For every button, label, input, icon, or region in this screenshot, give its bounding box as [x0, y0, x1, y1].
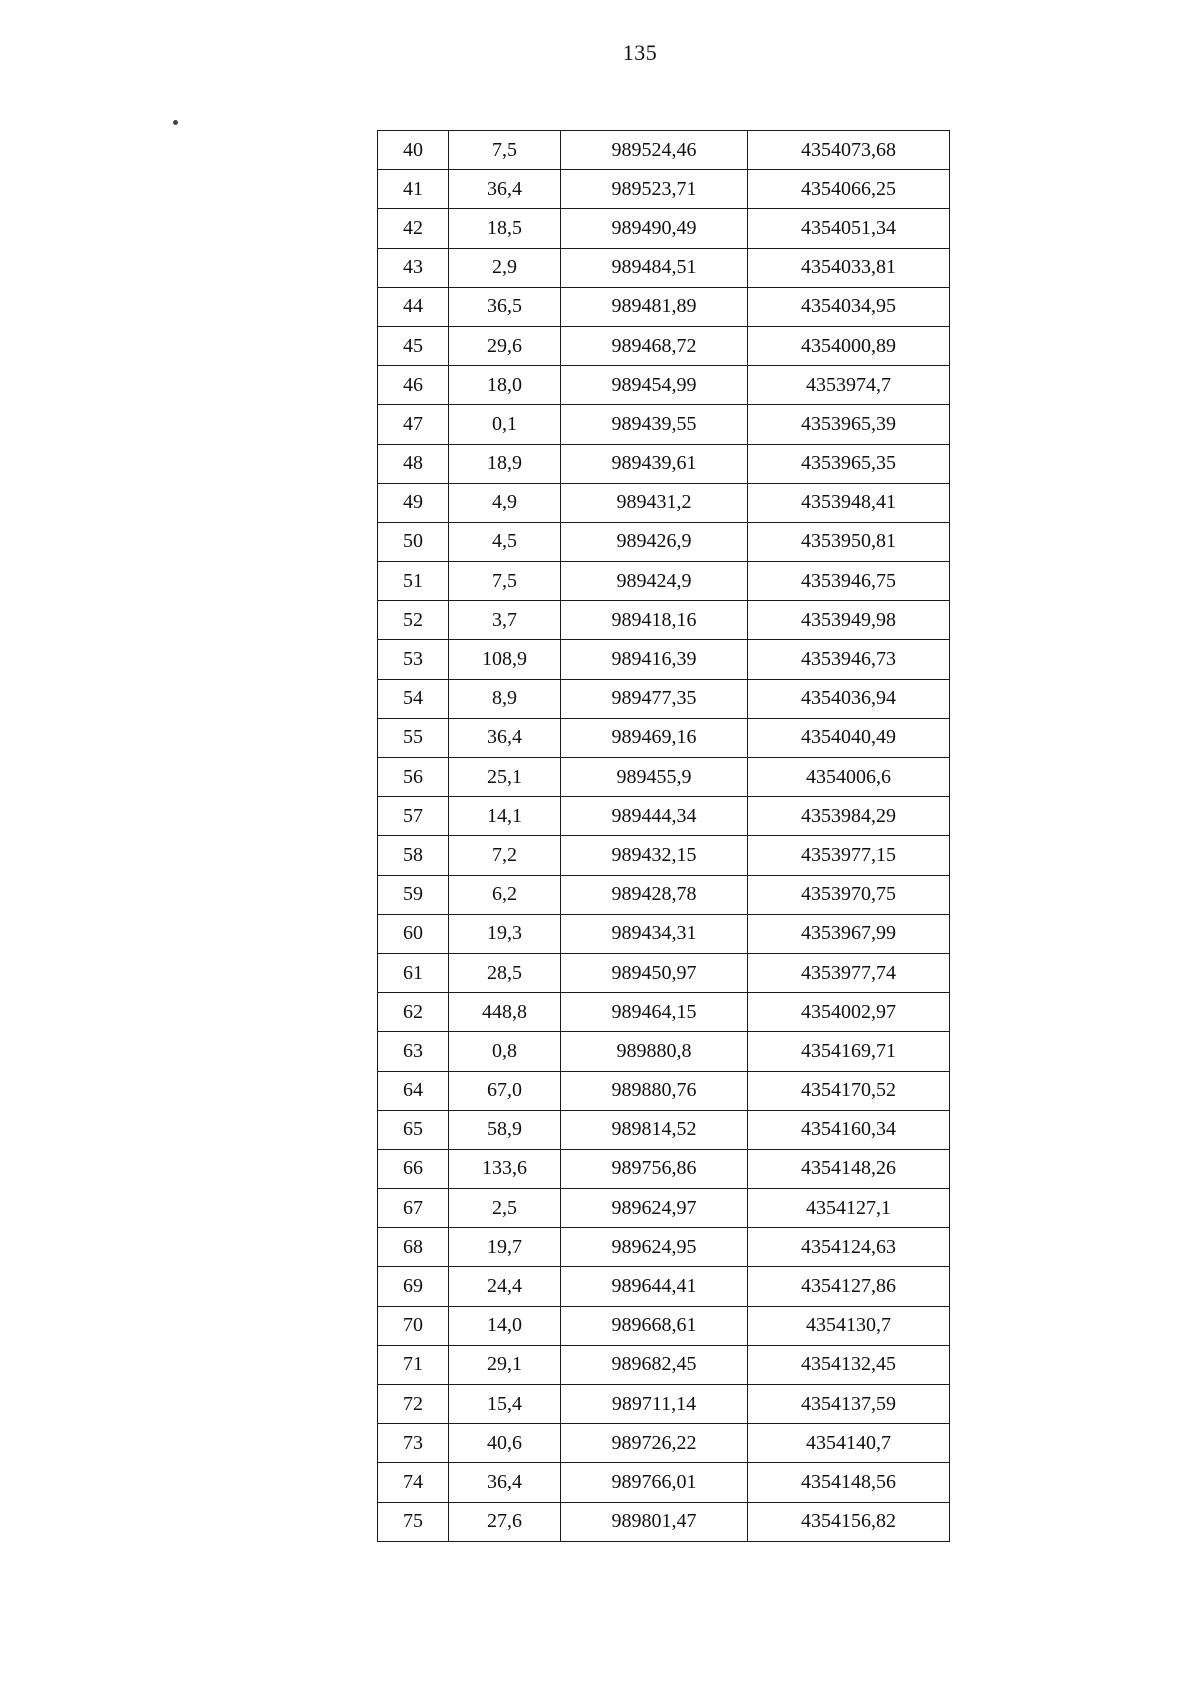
- table-row: [378, 287, 950, 326]
- point-number-cell: 49: [378, 483, 449, 522]
- table-row: [378, 483, 950, 522]
- point-number-cell: 41: [378, 170, 449, 209]
- distance-cell: 2,9: [449, 248, 561, 287]
- x-coordinate-cell: 989880,76: [561, 1071, 748, 1110]
- scan-speck: [173, 120, 178, 125]
- distance-cell: 18,0: [449, 366, 561, 405]
- y-coordinate-cell: 4354002,97: [748, 993, 950, 1032]
- distance-cell: 0,1: [449, 405, 561, 444]
- point-number-cell: 70: [378, 1306, 449, 1345]
- point-number-cell: 55: [378, 718, 449, 757]
- distance-cell: 18,9: [449, 444, 561, 483]
- y-coordinate-cell: 4353948,41: [748, 483, 950, 522]
- y-coordinate-cell: 4353949,98: [748, 601, 950, 640]
- y-coordinate-cell: 4354006,6: [748, 758, 950, 797]
- y-coordinate-cell: 4354124,63: [748, 1228, 950, 1267]
- distance-cell: 36,4: [449, 170, 561, 209]
- table-row: [378, 1463, 950, 1502]
- y-coordinate-cell: 4354170,52: [748, 1071, 950, 1110]
- page-number: 135: [622, 40, 658, 65]
- distance-cell: 4,9: [449, 483, 561, 522]
- distance-cell: 25,1: [449, 758, 561, 797]
- table-row: [378, 679, 950, 718]
- table-row: [378, 836, 950, 875]
- distance-cell: 2,5: [449, 1189, 561, 1228]
- table-row: [378, 326, 950, 365]
- distance-cell: 448,8: [449, 993, 561, 1032]
- point-number-cell: 53: [378, 640, 449, 679]
- y-coordinate-cell: 4353965,39: [748, 405, 950, 444]
- table-row: [378, 1032, 950, 1071]
- table-row: [378, 248, 950, 287]
- y-coordinate-cell: 4354033,81: [748, 248, 950, 287]
- y-coordinate-cell: 4354127,86: [748, 1267, 950, 1306]
- distance-cell: 28,5: [449, 953, 561, 992]
- y-coordinate-cell: 4354036,94: [748, 679, 950, 718]
- x-coordinate-cell: 989424,9: [561, 562, 748, 601]
- x-coordinate-cell: 989468,72: [561, 326, 748, 365]
- x-coordinate-cell: 989426,9: [561, 522, 748, 561]
- point-number-cell: 64: [378, 1071, 449, 1110]
- y-coordinate-cell: 4353965,35: [748, 444, 950, 483]
- x-coordinate-cell: 989814,52: [561, 1110, 748, 1149]
- x-coordinate-cell: 989439,55: [561, 405, 748, 444]
- x-coordinate-cell: 989624,95: [561, 1228, 748, 1267]
- point-number-cell: 59: [378, 875, 449, 914]
- distance-cell: 24,4: [449, 1267, 561, 1306]
- y-coordinate-cell: 4354073,68: [748, 131, 950, 170]
- point-number-cell: 68: [378, 1228, 449, 1267]
- table-row: [378, 1110, 950, 1149]
- point-number-cell: 48: [378, 444, 449, 483]
- table-row: [378, 601, 950, 640]
- table-body: [378, 131, 950, 1542]
- distance-cell: 15,4: [449, 1385, 561, 1424]
- x-coordinate-cell: 989428,78: [561, 875, 748, 914]
- x-coordinate-cell: 989455,9: [561, 758, 748, 797]
- distance-cell: 67,0: [449, 1071, 561, 1110]
- distance-cell: 0,8: [449, 1032, 561, 1071]
- table-row: [378, 522, 950, 561]
- x-coordinate-cell: 989523,71: [561, 170, 748, 209]
- distance-cell: 40,6: [449, 1424, 561, 1463]
- distance-cell: 7,5: [449, 562, 561, 601]
- distance-cell: 14,0: [449, 1306, 561, 1345]
- x-coordinate-cell: 989484,51: [561, 248, 748, 287]
- x-coordinate-cell: 989434,31: [561, 914, 748, 953]
- point-number-cell: 73: [378, 1424, 449, 1463]
- table-row: [378, 1306, 950, 1345]
- y-coordinate-cell: 4354130,7: [748, 1306, 950, 1345]
- x-coordinate-cell: 989490,49: [561, 209, 748, 248]
- distance-cell: 7,5: [449, 131, 561, 170]
- x-coordinate-cell: 989756,86: [561, 1149, 748, 1188]
- point-number-cell: 63: [378, 1032, 449, 1071]
- table-row: [378, 562, 950, 601]
- point-number-cell: 44: [378, 287, 449, 326]
- y-coordinate-cell: 4353946,73: [748, 640, 950, 679]
- table-row: [378, 993, 950, 1032]
- x-coordinate-cell: 989444,34: [561, 797, 748, 836]
- table-row: [378, 1345, 950, 1384]
- distance-cell: 8,9: [449, 679, 561, 718]
- table-row: [378, 405, 950, 444]
- y-coordinate-cell: 4354034,95: [748, 287, 950, 326]
- table-row: [378, 1385, 950, 1424]
- coordinates-table: [377, 130, 950, 1542]
- point-number-cell: 75: [378, 1502, 449, 1541]
- y-coordinate-cell: 4354160,34: [748, 1110, 950, 1149]
- point-number-cell: 50: [378, 522, 449, 561]
- point-number-cell: 51: [378, 562, 449, 601]
- y-coordinate-cell: 4354137,59: [748, 1385, 950, 1424]
- y-coordinate-cell: 4353977,74: [748, 953, 950, 992]
- x-coordinate-cell: 989418,16: [561, 601, 748, 640]
- y-coordinate-cell: 4354066,25: [748, 170, 950, 209]
- x-coordinate-cell: 989524,46: [561, 131, 748, 170]
- y-coordinate-cell: 4354040,49: [748, 718, 950, 757]
- point-number-cell: 56: [378, 758, 449, 797]
- point-number-cell: 57: [378, 797, 449, 836]
- distance-cell: 36,5: [449, 287, 561, 326]
- table-row: [378, 640, 950, 679]
- x-coordinate-cell: 989668,61: [561, 1306, 748, 1345]
- y-coordinate-cell: 4354148,56: [748, 1463, 950, 1502]
- y-coordinate-cell: 4354140,7: [748, 1424, 950, 1463]
- point-number-cell: 46: [378, 366, 449, 405]
- point-number-cell: 65: [378, 1110, 449, 1149]
- y-coordinate-cell: 4354169,71: [748, 1032, 950, 1071]
- distance-cell: 19,7: [449, 1228, 561, 1267]
- point-number-cell: 54: [378, 679, 449, 718]
- x-coordinate-cell: 989624,97: [561, 1189, 748, 1228]
- table-row: [378, 444, 950, 483]
- point-number-cell: 61: [378, 953, 449, 992]
- distance-cell: 36,4: [449, 1463, 561, 1502]
- x-coordinate-cell: 989469,16: [561, 718, 748, 757]
- table-row: [378, 718, 950, 757]
- point-number-cell: 67: [378, 1189, 449, 1228]
- distance-cell: 18,5: [449, 209, 561, 248]
- point-number-cell: 71: [378, 1345, 449, 1384]
- point-number-cell: 52: [378, 601, 449, 640]
- table-row: [378, 131, 950, 170]
- point-number-cell: 69: [378, 1267, 449, 1306]
- x-coordinate-cell: 989481,89: [561, 287, 748, 326]
- table-row: [378, 914, 950, 953]
- point-number-cell: 66: [378, 1149, 449, 1188]
- x-coordinate-cell: 989801,47: [561, 1502, 748, 1541]
- y-coordinate-cell: 4354156,82: [748, 1502, 950, 1541]
- table-row: [378, 758, 950, 797]
- table-row: [378, 366, 950, 405]
- point-number-cell: 42: [378, 209, 449, 248]
- x-coordinate-cell: 989766,01: [561, 1463, 748, 1502]
- table-row: [378, 797, 950, 836]
- y-coordinate-cell: 4353984,29: [748, 797, 950, 836]
- x-coordinate-cell: 989439,61: [561, 444, 748, 483]
- point-number-cell: 74: [378, 1463, 449, 1502]
- x-coordinate-cell: 989416,39: [561, 640, 748, 679]
- distance-cell: 29,1: [449, 1345, 561, 1384]
- table-row: [378, 1149, 950, 1188]
- x-coordinate-cell: 989477,35: [561, 679, 748, 718]
- y-coordinate-cell: 4353946,75: [748, 562, 950, 601]
- point-number-cell: 60: [378, 914, 449, 953]
- table-row: [378, 1189, 950, 1228]
- table-row: [378, 209, 950, 248]
- distance-cell: 29,6: [449, 326, 561, 365]
- table-row: [378, 953, 950, 992]
- distance-cell: 108,9: [449, 640, 561, 679]
- x-coordinate-cell: 989431,2: [561, 483, 748, 522]
- y-coordinate-cell: 4353970,75: [748, 875, 950, 914]
- y-coordinate-cell: 4353967,99: [748, 914, 950, 953]
- y-coordinate-cell: 4354000,89: [748, 326, 950, 365]
- y-coordinate-cell: 4354051,34: [748, 209, 950, 248]
- x-coordinate-cell: 989644,41: [561, 1267, 748, 1306]
- y-coordinate-cell: 4353950,81: [748, 522, 950, 561]
- distance-cell: 58,9: [449, 1110, 561, 1149]
- table-row: [378, 875, 950, 914]
- distance-cell: 27,6: [449, 1502, 561, 1541]
- point-number-cell: 43: [378, 248, 449, 287]
- table-row: [378, 1502, 950, 1541]
- table-row: [378, 170, 950, 209]
- distance-cell: 6,2: [449, 875, 561, 914]
- y-coordinate-cell: 4354132,45: [748, 1345, 950, 1384]
- point-number-cell: 58: [378, 836, 449, 875]
- x-coordinate-cell: 989450,97: [561, 953, 748, 992]
- x-coordinate-cell: 989464,15: [561, 993, 748, 1032]
- x-coordinate-cell: 989880,8: [561, 1032, 748, 1071]
- table-row: [378, 1071, 950, 1110]
- y-coordinate-cell: 4353977,15: [748, 836, 950, 875]
- y-coordinate-cell: 4354148,26: [748, 1149, 950, 1188]
- y-coordinate-cell: 4353974,7: [748, 366, 950, 405]
- point-number-cell: 62: [378, 993, 449, 1032]
- x-coordinate-cell: 989726,22: [561, 1424, 748, 1463]
- x-coordinate-cell: 989711,14: [561, 1385, 748, 1424]
- point-number-cell: 40: [378, 131, 449, 170]
- x-coordinate-cell: 989432,15: [561, 836, 748, 875]
- point-number-cell: 72: [378, 1385, 449, 1424]
- table-row: [378, 1228, 950, 1267]
- distance-cell: 4,5: [449, 522, 561, 561]
- distance-cell: 19,3: [449, 914, 561, 953]
- distance-cell: 133,6: [449, 1149, 561, 1188]
- table-row: [378, 1424, 950, 1463]
- distance-cell: 36,4: [449, 718, 561, 757]
- y-coordinate-cell: 4354127,1: [748, 1189, 950, 1228]
- point-number-cell: 45: [378, 326, 449, 365]
- table-row: [378, 1267, 950, 1306]
- distance-cell: 3,7: [449, 601, 561, 640]
- x-coordinate-cell: 989454,99: [561, 366, 748, 405]
- point-number-cell: 47: [378, 405, 449, 444]
- distance-cell: 7,2: [449, 836, 561, 875]
- x-coordinate-cell: 989682,45: [561, 1345, 748, 1384]
- distance-cell: 14,1: [449, 797, 561, 836]
